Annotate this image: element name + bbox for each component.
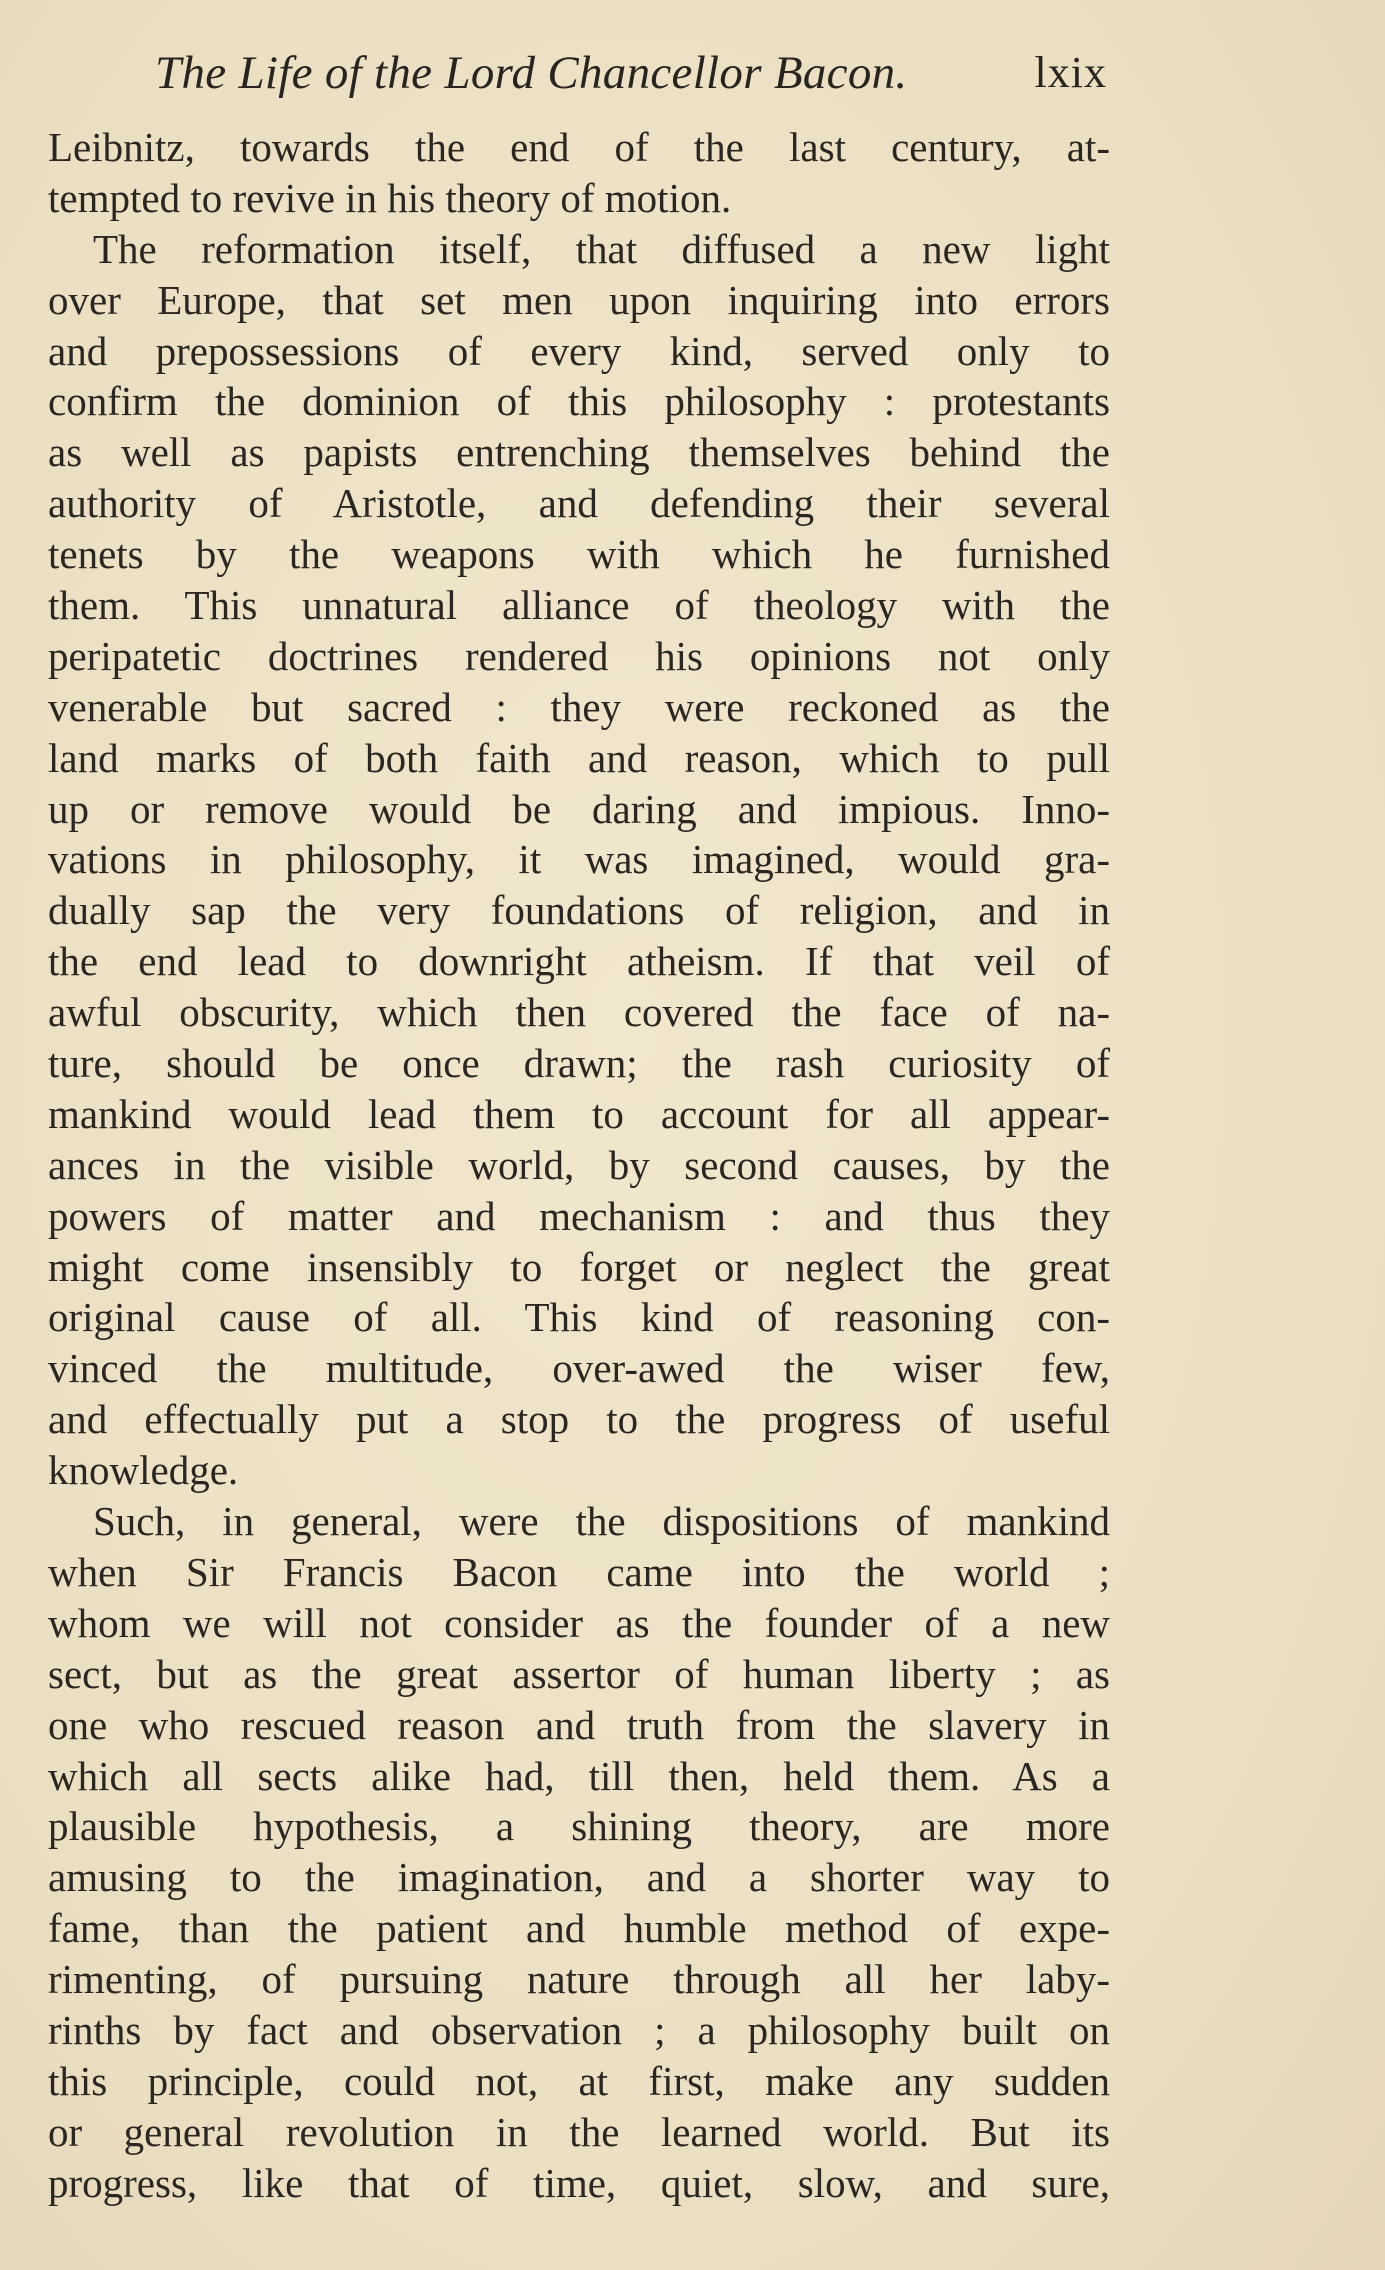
text-line: confirm the dominion of this philosophy : protestants [48, 378, 1110, 425]
page-number: lxix [1034, 48, 1107, 97]
text-line: original cause of all. This kind of reasoning con- [48, 1294, 1110, 1341]
text-line: plausible hypothesis, a shining theory, are more [48, 1803, 1110, 1850]
text-line: up or remove would be daring and impious. Inno- [48, 785, 1110, 832]
text-line: ances in the visible world, by second causes, by the [48, 1141, 1110, 1188]
text-line: might come insensibly to forget or neglect the great [48, 1243, 1110, 1290]
text-line: tenets by the weapons with which he furnished [48, 531, 1110, 578]
text-line: rimenting, of pursuing nature through all her laby- [48, 1956, 1110, 2003]
text-line: amusing to the imagination, and a shorter way to [48, 1854, 1110, 1901]
text-line: the end lead to downright atheism. If that veil of [48, 938, 1110, 985]
text-line: knowledge. [48, 1447, 239, 1494]
text-line: The reformation itself, that diffused a new light [93, 225, 1110, 272]
text-line: which all sects alike had, till then, held them. As a [48, 1752, 1110, 1799]
text-line: as well as papists entrenching themselves behind the [48, 429, 1110, 476]
text-line: and effectually put a stop to the progress of useful [48, 1396, 1110, 1443]
text-line: sect, but as the great assertor of human liberty ; as [48, 1650, 1110, 1697]
text-line: and prepossessions of every kind, served only to [48, 327, 1110, 374]
text-line: this principle, could not, at first, make any sudden [48, 2057, 1110, 2104]
text-line: mankind would lead them to account for all appear- [48, 1090, 1110, 1137]
text-line: whom we will not consider as the founder of a new [48, 1599, 1110, 1646]
text-line: them. This unnatural alliance of theology with the [48, 582, 1110, 629]
text-line: ture, should be once drawn; the rash curiosity of [48, 1040, 1110, 1087]
text-line: dually sap the very foundations of religion, and in [48, 887, 1110, 934]
text-line: land marks of both faith and reason, which to pull [48, 734, 1110, 781]
running-title: The Life of the Lord Chancellor Bacon. [155, 47, 908, 99]
text-line: powers of matter and mechanism : and thus they [48, 1192, 1110, 1239]
text-line: or general revolution in the learned world. But its [48, 2108, 1110, 2155]
text-line: rinths by fact and observation ; a philosophy built on [48, 2006, 1110, 2053]
text-line: awful obscurity, which then covered the face of na- [48, 989, 1110, 1036]
text-line: peripatetic doctrines rendered his opinions not only [48, 632, 1110, 679]
text-line: fame, than the patient and humble method of expe- [48, 1905, 1110, 1952]
text-line: venerable but sacred : they were reckoned as the [48, 683, 1110, 730]
text-line: vations in philosophy, it was imagined, would gra- [48, 836, 1110, 883]
text-line: Leibnitz, towards the end of the last century, at- [48, 124, 1110, 170]
text-line: Such, in general, were the dispositions of mankind [93, 1498, 1110, 1545]
text-line: over Europe, that set men upon inquiring into errors [48, 276, 1110, 323]
body-text [48, 122, 1110, 2209]
text-line: vinced the multitude, over-awed the wiser few, [48, 1345, 1110, 1392]
text-line: progress, like that of time, quiet, slow, and sure, [48, 2159, 1110, 2206]
text-line: tempted to revive in his theory of motion. [48, 174, 732, 221]
text-line: one who rescued reason and truth from the slavery in [48, 1701, 1110, 1748]
text-line: when Sir Francis Bacon came into the world ; [48, 1548, 1110, 1595]
page-header [155, 38, 1107, 108]
text-line: authority of Aristotle, and defending their several [48, 480, 1110, 527]
